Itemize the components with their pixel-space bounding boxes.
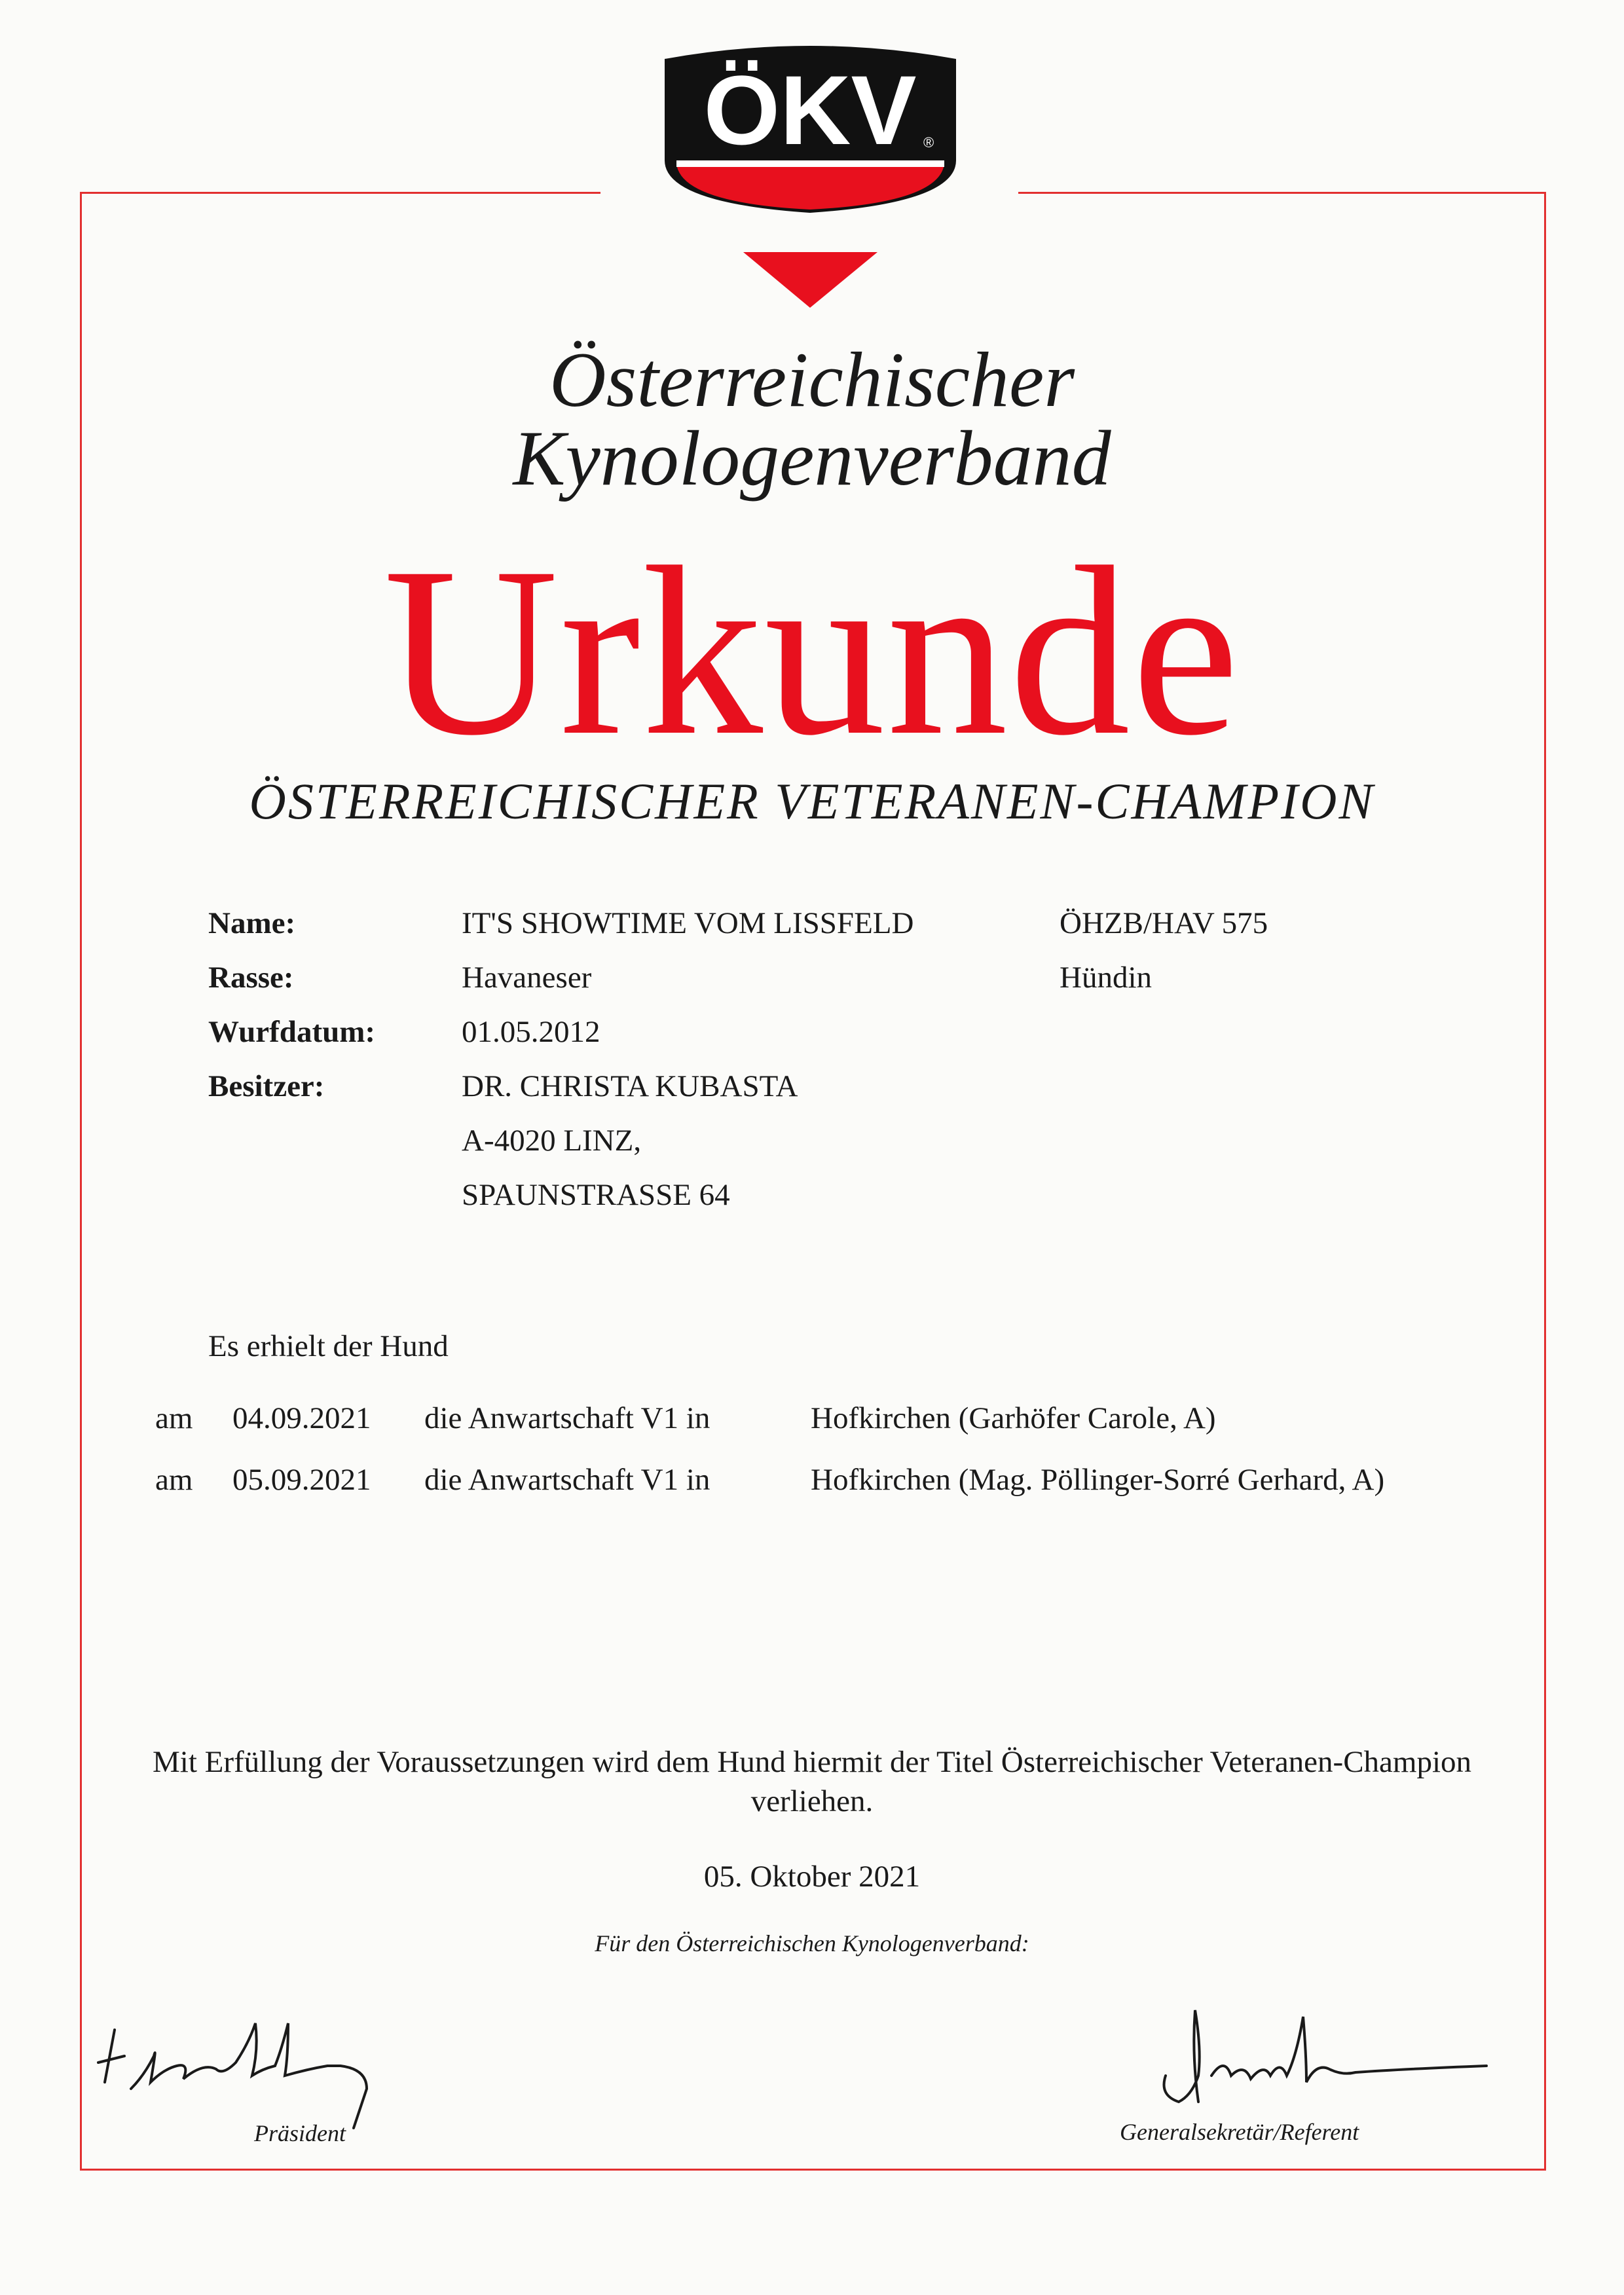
- frame-bottom: [80, 2169, 1546, 2171]
- frame-top-left: [80, 192, 600, 194]
- birth-date-label: Wurfdatum:: [208, 1015, 376, 1049]
- statement-line1: Mit Erfüllung der Voraussetzungen wird dem Hund hiermit der Titel Österreichischer Veteranen-Champion: [152, 1745, 1472, 1779]
- award-prefix: am: [155, 1401, 193, 1435]
- dog-name: IT'S SHOWTIME VOM LISSFELD: [462, 906, 914, 940]
- organization-line2: Kynologenverband: [513, 414, 1111, 502]
- logo-registered: ®: [923, 134, 934, 151]
- intro-text: Es erhielt der Hund: [208, 1329, 449, 1363]
- statement-line2: verliehen.: [750, 1784, 874, 1818]
- champion-title: ÖSTERREICHISCHER VETERANEN-CHAMPION: [249, 773, 1375, 830]
- sex: Hündin: [1060, 961, 1152, 995]
- secretary-role: Generalsekretär/Referent: [1120, 2119, 1359, 2145]
- award-location: Hofkirchen (Mag. Pöllinger-Sorré Gerhard, A): [811, 1463, 1385, 1497]
- owner-line: A-4020 LINZ,: [462, 1124, 642, 1158]
- owner-line: DR. CHRISTA KUBASTA: [462, 1069, 798, 1103]
- logo-text: ÖKV: [703, 55, 917, 165]
- on-behalf-text: Für den Österreichischen Kynologenverband:: [595, 1930, 1029, 1956]
- president-role: Präsident: [254, 2120, 346, 2146]
- okv-logo: [658, 46, 963, 321]
- frame-top-right: [1018, 192, 1546, 194]
- birth-date: 01.05.2012: [462, 1015, 600, 1049]
- document-title: Urkunde: [383, 517, 1241, 786]
- award-date: 04.09.2021: [232, 1401, 371, 1435]
- owner-label: Besitzer:: [208, 1069, 325, 1103]
- registration-number: ÖHZB/HAV 575: [1060, 906, 1268, 940]
- award-date: 05.09.2021: [232, 1463, 371, 1497]
- award-prefix: am: [155, 1463, 193, 1497]
- issue-date: 05. Oktober 2021: [703, 1860, 921, 1894]
- breed: Havaneser: [462, 961, 592, 995]
- award-text: die Anwartschaft V1 in: [424, 1463, 710, 1497]
- award-location: Hofkirchen (Garhöfer Carole, A): [811, 1401, 1216, 1435]
- breed-label: Rasse:: [208, 961, 294, 995]
- award-text: die Anwartschaft V1 in: [424, 1401, 710, 1435]
- name-label: Name:: [208, 906, 296, 940]
- owner-line: SPAUNSTRASSE 64: [462, 1178, 730, 1212]
- secretary-signature: [1139, 1997, 1506, 2128]
- president-signature: [92, 2004, 458, 2135]
- organization-line1: Österreichischer: [549, 336, 1075, 423]
